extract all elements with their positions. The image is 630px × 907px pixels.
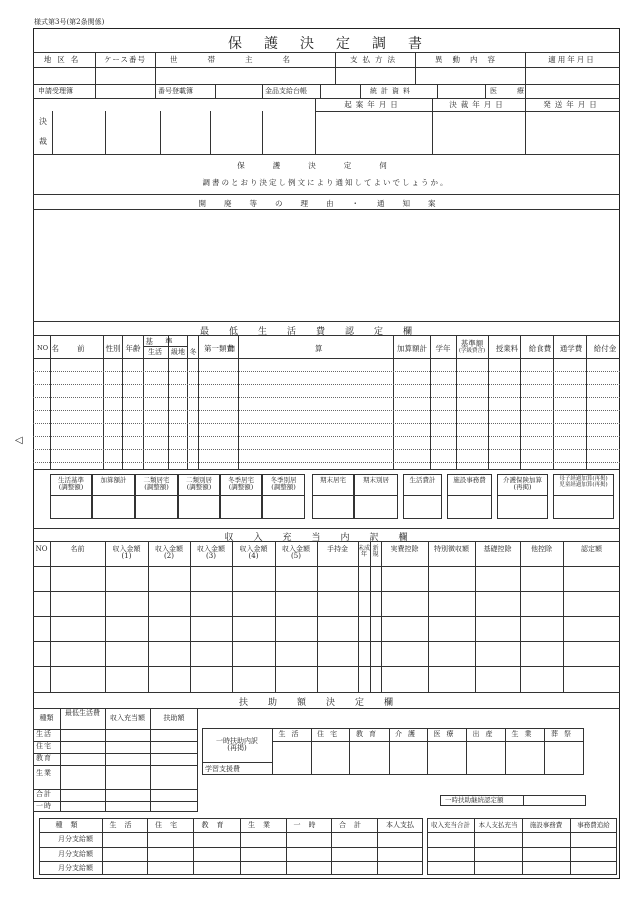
monthly-col-3: 教育 xyxy=(201,821,232,829)
temp-col-4: 医療 xyxy=(433,730,460,738)
monthly-row-1: 月分支給額 xyxy=(58,849,93,858)
study-support-label: 学習支援費 xyxy=(205,765,240,773)
header-apply-date: 適用年月日 xyxy=(548,55,596,64)
subtotal-label-9: 施設事務費 xyxy=(453,476,486,484)
monthly-col-6: 合計 xyxy=(339,821,369,829)
label-application-register: 申請受理簿 xyxy=(38,87,73,95)
temp-col-5: 出産 xyxy=(472,730,499,738)
subtotal-label-11: 母子経過加算(再掲) 児童経過加算(再掲) xyxy=(559,476,608,488)
subtotal-label-6: 期末居宅 xyxy=(320,476,346,484)
monthly-right-col-0: 収入充当合計 xyxy=(431,821,470,829)
label-medical: 医療 xyxy=(490,87,544,95)
monthly-col-5: 一時 xyxy=(293,821,324,829)
header-payment-method: 支払方法 xyxy=(350,55,400,64)
aid-row-3: 生業 xyxy=(36,769,52,777)
aid-head-2: 収入充当額 xyxy=(110,714,145,722)
header-change-content: 異動内容 xyxy=(435,55,505,64)
monthly-right-col-1: 本人支払充当 xyxy=(478,821,518,829)
label-draft-date: 起案年月日 xyxy=(344,100,402,109)
subtotal-label-3: 二類別居 (調整額) xyxy=(186,476,212,491)
monthly-col-0: 種類 xyxy=(55,821,86,829)
col-winter: 冬 xyxy=(189,348,197,356)
aid-row-4: 合計 xyxy=(36,790,52,798)
label-number-register: 番号登載簿 xyxy=(158,87,193,95)
col-sex: 性別 xyxy=(105,344,121,353)
aid-row-5: 一時 xyxy=(36,802,52,810)
subtotal-label-4: 冬季居宅 (調整額) xyxy=(228,476,254,491)
income-col-13: 他控除 xyxy=(531,545,552,553)
monthly-col-2: 住宅 xyxy=(155,821,185,829)
subtotal-label-10: 介護保険加算 (再掲) xyxy=(503,476,542,491)
col-addition-total: 加算額計 xyxy=(397,344,427,353)
label-kessai: 決裁 xyxy=(39,117,47,146)
col-no: NO xyxy=(37,344,49,352)
header-case-number: ケース番号 xyxy=(103,55,147,64)
col-benefit: 給付金 xyxy=(593,344,617,353)
income-col-2: 収入金額 (1) xyxy=(112,545,141,561)
monthly-row-2: 月分支給額 xyxy=(58,864,93,872)
col-commute: 通学費 xyxy=(559,344,583,353)
monthly-col-4: 生業 xyxy=(248,821,278,829)
aid-row-1: 住宅 xyxy=(36,742,52,750)
income-col-6: 収入金額 (5) xyxy=(282,545,310,561)
temp-col-2: 教育 xyxy=(356,730,382,738)
approval-title: 保護決定伺 xyxy=(237,161,415,170)
income-col-7: 手持金 xyxy=(327,545,348,553)
col-name: 名前 xyxy=(51,344,103,353)
header-household-head: 世帯主名 xyxy=(170,55,320,64)
aid-row-0: 生活 xyxy=(36,730,52,738)
income-col-11: 特別徴収額 xyxy=(434,545,469,553)
subtotal-label-0: 生活基準 (調整額) xyxy=(58,476,84,491)
page-title: 保護決定調書 xyxy=(228,36,444,52)
monthly-row-0: 月分支給額 xyxy=(58,835,93,843)
col-lunch: 給食費 xyxy=(528,344,552,353)
form-number: 様式第3号(第2条関係) xyxy=(34,18,105,26)
label-decision-date: 決裁年月日 xyxy=(449,100,507,109)
temp-col-3: 介護 xyxy=(395,730,421,738)
income-col-9: 新規 xyxy=(372,545,379,559)
subtotal-label-5: 冬季別居 (調整額) xyxy=(270,476,297,491)
side-marker: ◁ xyxy=(15,435,23,446)
temp-col-1: 住宅 xyxy=(317,730,343,738)
label-payment-ledger: 金品支給台帳 xyxy=(265,87,307,95)
col-first-class: 第一類費 xyxy=(204,344,234,353)
aid-head-3: 扶助額 xyxy=(163,714,185,722)
header-district: 地区名 xyxy=(43,55,85,64)
col-grade-area: 級地 xyxy=(171,348,185,356)
temp-col-7: 葬祭 xyxy=(551,730,577,738)
income-title: 収入充当内訳欄 xyxy=(224,533,428,543)
monthly-col-7: 本人支払 xyxy=(386,821,414,829)
monthly-right-col-2: 施設事務費 xyxy=(529,821,563,829)
approval-text: 調書のとおり決定し例文により通知してよいでしょうか。 xyxy=(202,178,450,187)
income-col-8: 未成年 xyxy=(358,545,371,559)
col-life: 生活 xyxy=(148,348,162,356)
min-living-title: 最低生活費認定欄 xyxy=(199,327,433,337)
aid-title: 扶助額決定欄 xyxy=(238,698,414,708)
aid-head-0: 種類 xyxy=(39,714,54,722)
income-col-1: 名前 xyxy=(70,545,85,553)
temp-col-0: 生活 xyxy=(278,730,305,738)
monthly-col-1: 生活 xyxy=(109,821,140,829)
subtotal-label-8: 生活費計 xyxy=(409,476,436,484)
subtotal-label-1: 加算額計 xyxy=(100,476,127,484)
income-col-12: 基礎控除 xyxy=(483,545,512,553)
label-send-date: 発送年月日 xyxy=(543,100,601,109)
col-base-sub: (学級費含) xyxy=(458,348,486,354)
subtotal-label-2: 二類居宅 (調整額) xyxy=(143,476,170,491)
income-col-0: NO xyxy=(35,545,48,553)
monthly-right-col-3: 事務費追給 xyxy=(577,821,610,829)
col-age: 年齢 xyxy=(125,344,141,353)
temp-col-6: 生業 xyxy=(511,730,538,738)
col-kijun: 基準 xyxy=(145,337,185,346)
income-col-14: 認定額 xyxy=(581,545,602,553)
col-school-year: 学年 xyxy=(435,344,451,353)
subtotal-label-7: 期末別居 xyxy=(363,476,389,484)
aid-head-1: 最低生活費 xyxy=(65,709,100,717)
income-col-3: 収入金額 (2) xyxy=(155,545,183,561)
col-tuition: 授業料 xyxy=(495,344,519,353)
income-col-5: 収入金額 (4) xyxy=(239,545,268,561)
income-col-4: 収入金額 (3) xyxy=(197,545,225,561)
col-base-amount: 基準額 xyxy=(460,339,484,348)
temp-aid-label: 一時扶助内訳 (再掲) xyxy=(216,737,258,753)
label-continuing: 一時扶助継続認定額 xyxy=(445,796,504,804)
income-col-10: 実費控除 xyxy=(390,545,419,553)
label-statistics: 統計資料 xyxy=(370,87,414,95)
aid-row-2: 教育 xyxy=(36,754,52,762)
reason-title: 開廃等の理由・通知案 xyxy=(198,199,454,208)
col-addition: 加算 xyxy=(227,344,403,353)
